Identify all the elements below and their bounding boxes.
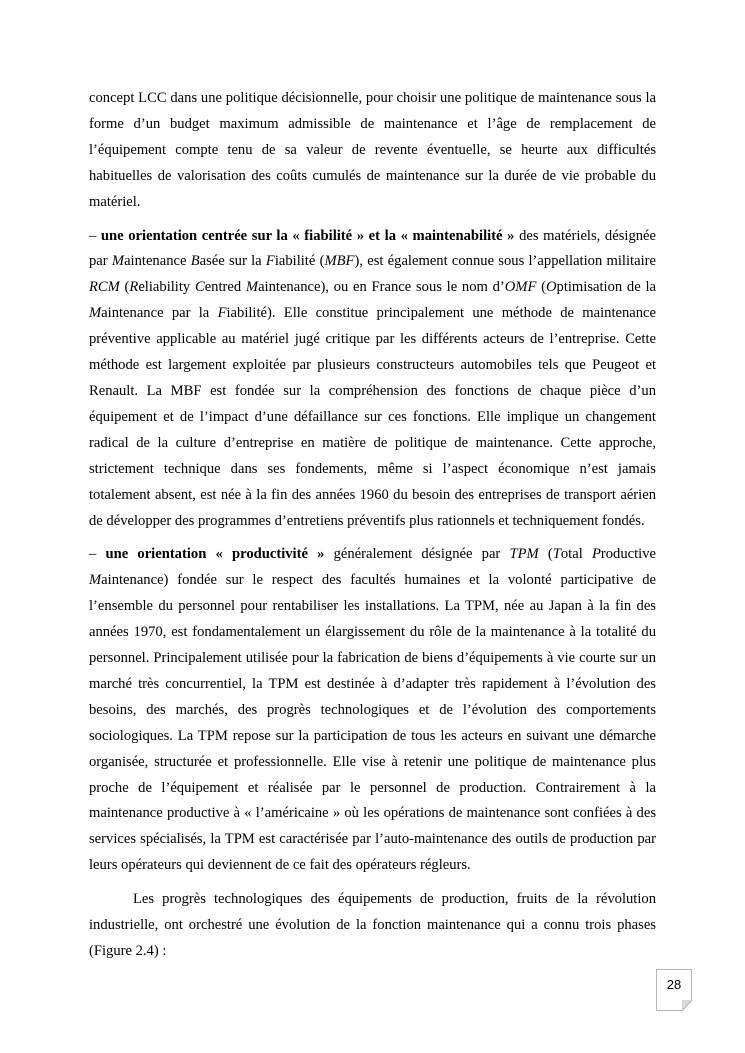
mbf-acronym: MBF bbox=[324, 253, 355, 270]
rcm-acronym: RCM bbox=[89, 279, 120, 296]
mbf-heading: une orientation centrée sur la « fiabilité » et la « maintenabilité » bbox=[100, 227, 515, 244]
paragraph-evolution: Les progrès technologiques des équipements de production, fruits de la révolution industrielle, ont orchestré une évolution de la fonction maintenance qui a connu trois phases (Figure 2.4) : bbox=[89, 891, 656, 959]
tpm-heading: une orientation « productivité » bbox=[105, 546, 325, 563]
paragraph-tpm: – une orientation « productivité » généralement désignée par TPM (Total Productive Maintenance) fondée sur le respect des facultés humaines et la volonté participative de l’ensemble du personnel pour rentabiliser les installations. La TPM, née au Japan à la fin des années 1970, est fondamentalement un élargissement du rôle de la maintenance à la totalité du personnel. Principalement utilisée pour la fabrication de biens d’équipements à vie courte sur un marché très concurrentiel, la TPM est destinée à d’adapter très rapidement à l’évolution des besoins, des marchés, des progrès technologiques et de l’évolution des comportements sociologiques. La TPM repose sur la participation de tous les acteurs en suivant une démarche organisée, structurée et professionnelle. Elle vise à retenir une politique de maintenance plus proche de l’équipement et réalisée par le personnel de production. Contrairement à la maintenance productive à « l’américaine » où les opérations de maintenance sont confiées à des services spécialisés, la TPM est caractérisée par l’auto-maintenance des outils de production par leurs opérateurs qui deviennent de ce fait des opérateurs régleurs. bbox=[89, 546, 656, 874]
omf-acronym: OMF bbox=[504, 279, 537, 296]
paragraph-mbf: – une orientation centrée sur la « fiabilité » et la « maintenabilité » des matériels, désignée par Maintenance Basée sur la Fiabilité (MBF), est également connue sous l’appellation militaire RCM (Reliability Centred Maintenance), ou en France sous le nom d’OMF (Optimisation de la Maintenance par la Fiabilité). Elle constitue principalement une méthode de maintenance préventive applicable au matériel jugé critique par les différents acteurs de l’entreprise. Cette méthode est largement exploitée par plusieurs constructeurs automobiles tels que Peugeot et Renault. La MBF est fondée sur la compréhension des fonctions de chaque pièce d’un équipement et de l’impact d’une défaillance sur ces fonctions. Elle implique un changement radical de la culture d’entreprise en matière de politique de maintenance. Cette approche, strictement technique dans ses fondements, même si l’aspect économique n’est jamais totalement absent, est née à la fin des années 1960 du besoin des entreprises de transport aérien de développer des programmes d’entretiens préventifs plus rationnels et techniquement fondés. bbox=[89, 227, 657, 529]
page-corner-fold-edge bbox=[680, 999, 694, 1013]
paragraph-lcc: concept LCC dans une politique décisionnelle, pour choisir une politique de maintenance sous la forme d’un budget maximum admissible de maintenance et l’âge de remplacement de l’équipement compte tenu de sa valeur de revente éventuelle, se heurte aux difficultés habituelles de valorisation des coûts cumulés de maintenance sur la durée de vie probable du matériel. bbox=[89, 90, 656, 210]
tpm-acronym: TPM bbox=[509, 546, 539, 563]
page-number: 28 bbox=[666, 977, 682, 992]
list-dash: – bbox=[89, 546, 106, 563]
list-dash: – bbox=[89, 227, 101, 244]
document-body bbox=[89, 86, 656, 965]
